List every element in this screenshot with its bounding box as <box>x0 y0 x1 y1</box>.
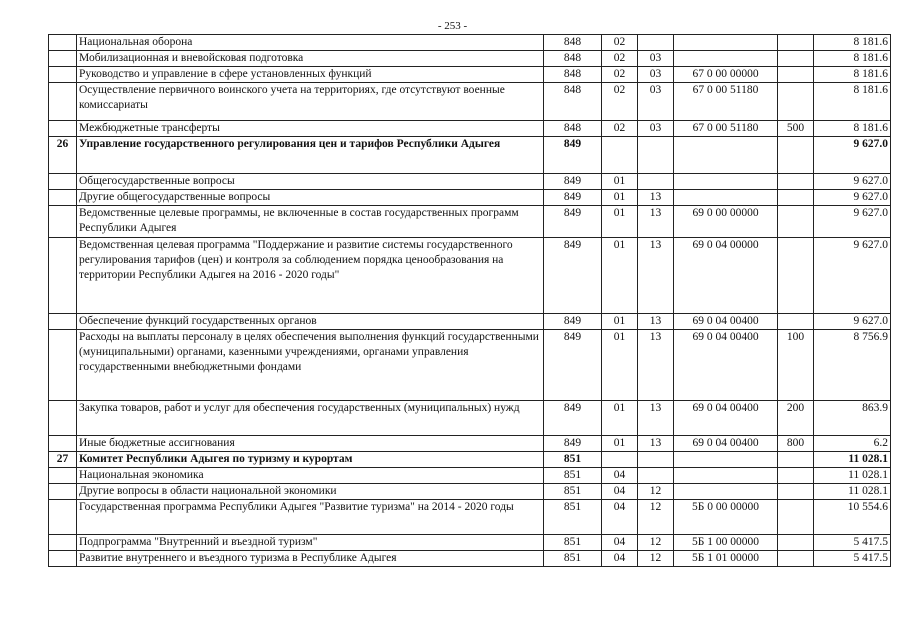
row-ved-code: 848 <box>544 121 602 137</box>
row-amount: 11 028.1 <box>814 468 891 484</box>
row-number <box>49 500 77 535</box>
row-ved-code: 851 <box>544 551 602 567</box>
row-name: Осуществление первичного воинского учета на территориях, где отсутствуют военные комиссариаты <box>77 83 544 121</box>
row-section-code: 04 <box>602 551 638 567</box>
row-expense-type <box>778 83 814 121</box>
row-name: Межбюджетные трансферты <box>77 121 544 137</box>
row-amount: 9 627.0 <box>814 190 891 206</box>
row-target-article: 69 0 04 00400 <box>674 330 778 401</box>
row-number <box>49 67 77 83</box>
row-ved-code: 849 <box>544 330 602 401</box>
row-ved-code: 849 <box>544 436 602 452</box>
row-ved-code: 849 <box>544 137 602 174</box>
budget-table <box>48 34 891 567</box>
row-number: 27 <box>49 452 77 468</box>
row-ved-code: 849 <box>544 314 602 330</box>
table-row <box>49 35 891 51</box>
table-row <box>49 238 891 314</box>
row-subsection-code: 13 <box>638 330 674 401</box>
row-expense-type: 200 <box>778 401 814 436</box>
row-amount: 863.9 <box>814 401 891 436</box>
table-row <box>49 190 891 206</box>
row-name: Руководство и управление в сфере установленных функций <box>77 67 544 83</box>
table-row <box>49 137 891 174</box>
row-target-article: 67 0 00 51180 <box>674 83 778 121</box>
row-subsection-code <box>638 35 674 51</box>
row-expense-type <box>778 206 814 238</box>
table-row <box>49 535 891 551</box>
row-expense-type <box>778 137 814 174</box>
row-subsection-code: 12 <box>638 535 674 551</box>
row-number <box>49 330 77 401</box>
row-subsection-code: 03 <box>638 83 674 121</box>
row-amount: 9 627.0 <box>814 314 891 330</box>
table-body <box>49 35 891 567</box>
row-amount: 5 417.5 <box>814 551 891 567</box>
row-ved-code: 848 <box>544 83 602 121</box>
row-target-article: 69 0 04 00400 <box>674 314 778 330</box>
row-subsection-code <box>638 174 674 190</box>
row-target-article <box>674 484 778 500</box>
row-amount: 8 181.6 <box>814 51 891 67</box>
row-name: Другие вопросы в области национальной экономики <box>77 484 544 500</box>
row-expense-type <box>778 535 814 551</box>
row-target-article <box>674 35 778 51</box>
row-section-code: 04 <box>602 484 638 500</box>
row-section-code: 04 <box>602 468 638 484</box>
row-ved-code: 851 <box>544 468 602 484</box>
row-name: Развитие внутреннего и въездного туризма в Республике Адыгея <box>77 551 544 567</box>
row-name: Иные бюджетные ассигнования <box>77 436 544 452</box>
row-number <box>49 174 77 190</box>
row-target-article: 67 0 00 00000 <box>674 67 778 83</box>
row-amount: 10 554.6 <box>814 500 891 535</box>
row-subsection-code <box>638 452 674 468</box>
row-number <box>49 238 77 314</box>
row-amount: 6.2 <box>814 436 891 452</box>
row-ved-code: 848 <box>544 51 602 67</box>
row-number: 26 <box>49 137 77 174</box>
row-amount: 9 627.0 <box>814 174 891 190</box>
row-section-code: 01 <box>602 174 638 190</box>
row-section-code: 01 <box>602 190 638 206</box>
row-section-code: 02 <box>602 67 638 83</box>
row-amount: 9 627.0 <box>814 206 891 238</box>
row-name: Подпрограмма "Внутренний и въездной туризм" <box>77 535 544 551</box>
row-target-article <box>674 174 778 190</box>
table-row <box>49 83 891 121</box>
row-name: Обеспечение функций государственных органов <box>77 314 544 330</box>
row-expense-type <box>778 484 814 500</box>
row-section-code: 01 <box>602 206 638 238</box>
row-name: Ведомственная целевая программа "Поддержание и развитие системы государственного регулирования тарифов (цен) и контроля за соблюдением порядка ценообразования на территории Республики Адыгея на 2016 - 2020 годы" <box>77 238 544 314</box>
row-section-code: 02 <box>602 35 638 51</box>
row-subsection-code: 13 <box>638 401 674 436</box>
row-amount: 8 181.6 <box>814 83 891 121</box>
row-target-article: 5Б 1 01 00000 <box>674 551 778 567</box>
row-section-code: 01 <box>602 436 638 452</box>
row-name: Расходы на выплаты персоналу в целях обеспечения выполнения функций государственными (муниципальными) органами, казенными учреждениями, органами управления государственными внебюджетными фондами <box>77 330 544 401</box>
table-row <box>49 121 891 137</box>
row-target-article: 67 0 00 51180 <box>674 121 778 137</box>
row-expense-type <box>778 452 814 468</box>
row-subsection-code: 13 <box>638 314 674 330</box>
row-section-code: 02 <box>602 121 638 137</box>
row-subsection-code: 13 <box>638 436 674 452</box>
row-number <box>49 551 77 567</box>
row-number <box>49 401 77 436</box>
row-ved-code: 851 <box>544 500 602 535</box>
row-target-article <box>674 468 778 484</box>
row-expense-type <box>778 190 814 206</box>
row-section-code: 01 <box>602 401 638 436</box>
row-ved-code: 849 <box>544 174 602 190</box>
row-amount: 9 627.0 <box>814 137 891 174</box>
row-number <box>49 468 77 484</box>
row-amount: 11 028.1 <box>814 484 891 500</box>
row-expense-type <box>778 314 814 330</box>
row-subsection-code: 13 <box>638 206 674 238</box>
row-ved-code: 851 <box>544 484 602 500</box>
table-row <box>49 484 891 500</box>
row-expense-type <box>778 67 814 83</box>
row-section-code: 02 <box>602 83 638 121</box>
row-subsection-code <box>638 468 674 484</box>
row-ved-code: 848 <box>544 35 602 51</box>
row-amount: 8 181.6 <box>814 35 891 51</box>
row-target-article <box>674 452 778 468</box>
row-expense-type: 800 <box>778 436 814 452</box>
row-name: Управление государственного регулирования цен и тарифов Республики Адыгея <box>77 137 544 174</box>
row-section-code: 01 <box>602 238 638 314</box>
table-row <box>49 500 891 535</box>
row-name: Другие общегосударственные вопросы <box>77 190 544 206</box>
table-row <box>49 468 891 484</box>
row-subsection-code <box>638 137 674 174</box>
row-subsection-code: 13 <box>638 190 674 206</box>
table-row <box>49 551 891 567</box>
row-target-article: 69 0 04 00400 <box>674 401 778 436</box>
row-target-article <box>674 51 778 67</box>
row-amount: 11 028.1 <box>814 452 891 468</box>
row-section-code <box>602 137 638 174</box>
row-subsection-code: 13 <box>638 238 674 314</box>
row-target-article: 69 0 04 00000 <box>674 238 778 314</box>
table-row <box>49 401 891 436</box>
row-ved-code: 849 <box>544 238 602 314</box>
row-expense-type <box>778 551 814 567</box>
row-name: Мобилизационная и вневойсковая подготовка <box>77 51 544 67</box>
row-ved-code: 849 <box>544 206 602 238</box>
row-section-code: 01 <box>602 330 638 401</box>
row-number <box>49 35 77 51</box>
row-subsection-code: 12 <box>638 551 674 567</box>
table-row <box>49 67 891 83</box>
row-ved-code: 851 <box>544 452 602 468</box>
row-name: Ведомственные целевые программы, не включенные в состав государственных программ Республики Адыгея <box>77 206 544 238</box>
row-section-code: 02 <box>602 51 638 67</box>
row-amount: 8 756.9 <box>814 330 891 401</box>
row-number <box>49 484 77 500</box>
row-ved-code: 849 <box>544 190 602 206</box>
row-section-code: 01 <box>602 314 638 330</box>
row-name: Закупка товаров, работ и услуг для обеспечения государственных (муниципальных) нужд <box>77 401 544 436</box>
row-target-article <box>674 137 778 174</box>
row-target-article <box>674 190 778 206</box>
row-subsection-code: 03 <box>638 51 674 67</box>
row-target-article: 69 0 04 00400 <box>674 436 778 452</box>
row-subsection-code: 12 <box>638 500 674 535</box>
row-target-article: 69 0 00 00000 <box>674 206 778 238</box>
row-expense-type <box>778 238 814 314</box>
row-amount: 8 181.6 <box>814 67 891 83</box>
row-amount: 9 627.0 <box>814 238 891 314</box>
row-subsection-code: 03 <box>638 121 674 137</box>
row-expense-type: 500 <box>778 121 814 137</box>
row-target-article: 5Б 0 00 00000 <box>674 500 778 535</box>
row-expense-type <box>778 500 814 535</box>
row-expense-type <box>778 35 814 51</box>
row-name: Национальная экономика <box>77 468 544 484</box>
row-amount: 8 181.6 <box>814 121 891 137</box>
row-number <box>49 190 77 206</box>
row-expense-type <box>778 174 814 190</box>
row-ved-code: 851 <box>544 535 602 551</box>
table-row <box>49 174 891 190</box>
row-name: Национальная оборона <box>77 35 544 51</box>
row-number <box>49 121 77 137</box>
row-expense-type <box>778 468 814 484</box>
row-subsection-code: 12 <box>638 484 674 500</box>
row-number <box>49 436 77 452</box>
row-section-code <box>602 452 638 468</box>
page-number: - 253 - <box>437 20 468 32</box>
row-target-article: 5Б 1 00 00000 <box>674 535 778 551</box>
row-number <box>49 51 77 67</box>
table-row <box>49 314 891 330</box>
table-row <box>49 206 891 238</box>
row-number <box>49 314 77 330</box>
row-name: Государственная программа Республики Адыгея "Развитие туризма" на 2014 - 2020 годы <box>77 500 544 535</box>
row-number <box>49 206 77 238</box>
row-expense-type <box>778 51 814 67</box>
row-expense-type: 100 <box>778 330 814 401</box>
row-name: Общегосударственные вопросы <box>77 174 544 190</box>
row-number <box>49 535 77 551</box>
table-row <box>49 51 891 67</box>
row-subsection-code: 03 <box>638 67 674 83</box>
table-row <box>49 436 891 452</box>
row-ved-code: 849 <box>544 401 602 436</box>
row-section-code: 04 <box>602 500 638 535</box>
table-row <box>49 452 891 468</box>
row-amount: 5 417.5 <box>814 535 891 551</box>
row-name: Комитет Республики Адыгея по туризму и курортам <box>77 452 544 468</box>
row-number <box>49 83 77 121</box>
row-section-code: 04 <box>602 535 638 551</box>
table-row <box>49 330 891 401</box>
row-ved-code: 848 <box>544 67 602 83</box>
